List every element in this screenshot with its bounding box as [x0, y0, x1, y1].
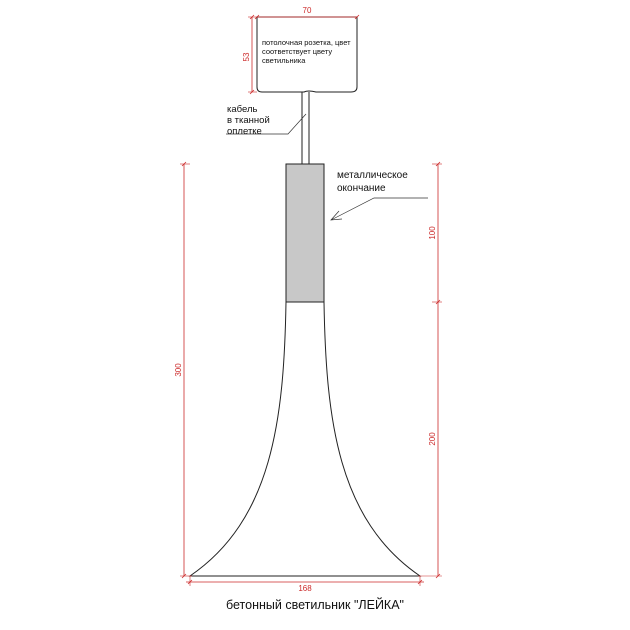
- cable-note: [227, 104, 272, 137]
- shade-height-label: 200: [428, 432, 437, 446]
- drawing-caption: бетонный светильник "ЛЕЙКА": [226, 598, 404, 612]
- total-height-label: 300: [174, 363, 183, 377]
- metal-note-leader: [331, 198, 428, 220]
- metal-note-line-1: металлическое: [337, 170, 408, 181]
- canopy-width-label: 70: [302, 6, 312, 15]
- metal-note: [337, 170, 411, 194]
- canopy-note: потолочная розетка, цвет соответствует цвету светильника: [262, 38, 351, 65]
- canopy-height-label: 53: [242, 52, 251, 62]
- base-width-label: 168: [298, 584, 312, 593]
- metal-sleeve: [286, 164, 324, 302]
- metal-note-line-2: окончание: [337, 183, 386, 194]
- cable-note-line-1: кабель: [227, 104, 258, 115]
- metal-part-height-label: 100: [428, 226, 437, 240]
- cable-note-line-2: в тканной: [227, 115, 270, 126]
- cable-note-line-3: оплетке: [227, 126, 262, 137]
- concrete-shade: [190, 302, 420, 576]
